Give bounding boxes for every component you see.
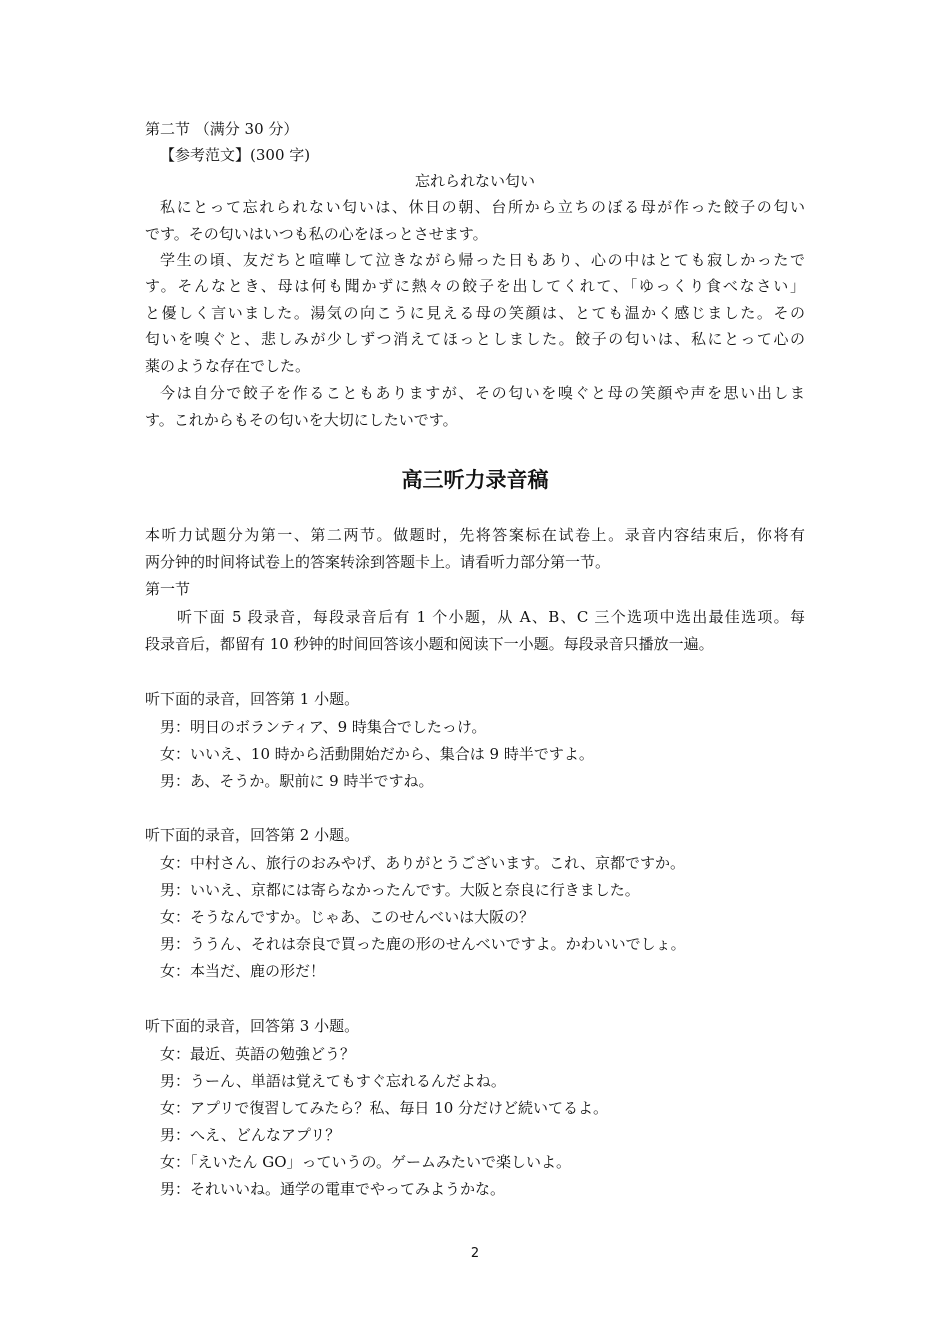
dialogue-line: 男：それいいね。通学の電車でやってみようかな。	[160, 1180, 506, 1198]
essay-line: 匂いを嗅ぐと、悲しみが少しずつ消えてほっとしました。餃子の匂いは、私にとって心の	[145, 330, 805, 348]
essay-line: す。そんなとき、母は何も聞かずに熱々の餃子を出してくれて、「ゆっくり食べなさい」	[145, 277, 805, 295]
dialogue-line: 女：アプリで復習してみたら？私、毎日 10 分だけど続いてるよ。	[160, 1099, 609, 1117]
section-heading: 第二节 （满分 30 分）	[145, 120, 299, 138]
dialogue-line: 女：最近、英語の勉強どう？	[160, 1045, 356, 1063]
part1-label: 第一节	[145, 580, 191, 598]
essay-title: 忘れられない匂い	[414, 172, 535, 190]
dialogue-line: 男：うーん、単語は覚えてもすぐ忘れるんだよね。	[160, 1072, 506, 1090]
dialogue-line: 女：いいえ、10 時から活動開始だから、集合は 9 時半ですよ。	[160, 745, 594, 763]
reference-label: 【参考范文】(300 字)	[160, 146, 311, 164]
dialogue-line: 男：明日のボランティア、9 時集合でしたっけ。	[160, 718, 487, 736]
transcript-title: 高三听力录音稿	[401, 468, 549, 492]
page-number: 2	[470, 1246, 480, 1261]
dialogue-line: 女：中村さん、旅行のおみやげ、ありがとうございます。これ、京都ですか。	[160, 854, 686, 872]
essay-line: 薬のような存在でした。	[145, 357, 311, 375]
essay-line: 今は自分で餃子を作ることもありますが、その匂いを嗅ぐと母の笑顔や声を思い出しま	[160, 384, 805, 402]
dialogue-line: 男：ううん、それは奈良で買った鹿の形のせんべいですよ。かわいいでしょ。	[160, 935, 686, 953]
intro-line: 本听力试题分为第一、第二两节。做题时，先将答案标在试卷上。录音内容结束后，你将有	[145, 526, 805, 544]
essay-line: と優しく言いました。湯気の向こうに見える母の笑顔は、とても温かく感じました。その	[145, 304, 805, 322]
dialogue-prompt: 听下面的录音，回答第 2 小题。	[145, 826, 360, 844]
dialogue-line: 男：あ、そうか。駅前に 9 時半ですね。	[160, 772, 434, 790]
dialogue-prompt: 听下面的录音，回答第 1 小题。	[145, 690, 360, 708]
part1-instruction-line: 听下面 5 段录音，每段录音后有 1 个小题，从 A、B、C 三个选项中选出最佳选项。每	[177, 608, 805, 626]
dialogue-prompt: 听下面的录音，回答第 3 小题。	[145, 1017, 360, 1035]
essay-line: す。これからもその匂いを大切にしたいです。	[145, 411, 458, 429]
part1-instruction-line: 段录音后，都留有 10 秒钟的时间回答该小题和阅读下一小题。每段录音只播放一遍。	[145, 635, 714, 653]
essay-line: 学生の頃、友だちと喧嘩して泣きながら帰った日もあり、心の中はとても寂しかったで	[160, 251, 805, 269]
essay-line: です。その匂いはいつも私の心をほっとさせます。	[145, 225, 488, 243]
dialogue-line: 男：いいえ、京都には寄らなかったんです。大阪と奈良に行きました。	[160, 881, 640, 899]
dialogue-line: 女：そうなんですか。じゃあ、このせんべいは大阪の？	[160, 908, 535, 926]
dialogue-line: 女：本当だ、鹿の形だ！	[160, 962, 326, 980]
essay-line: 私にとって忘れられない匂いは、休日の朝、台所から立ちのぼる母が作った餃子の匂い	[160, 198, 805, 216]
intro-line: 两分钟的时间将试卷上的答案转涂到答题卡上。请看听力部分第一节。	[145, 553, 611, 571]
dialogue-line: 男：へえ、どんなアプリ？	[160, 1126, 341, 1144]
dialogue-line: 女：「えいたん GO」っていうの。ゲームみたいで楽しいよ。	[160, 1153, 571, 1171]
